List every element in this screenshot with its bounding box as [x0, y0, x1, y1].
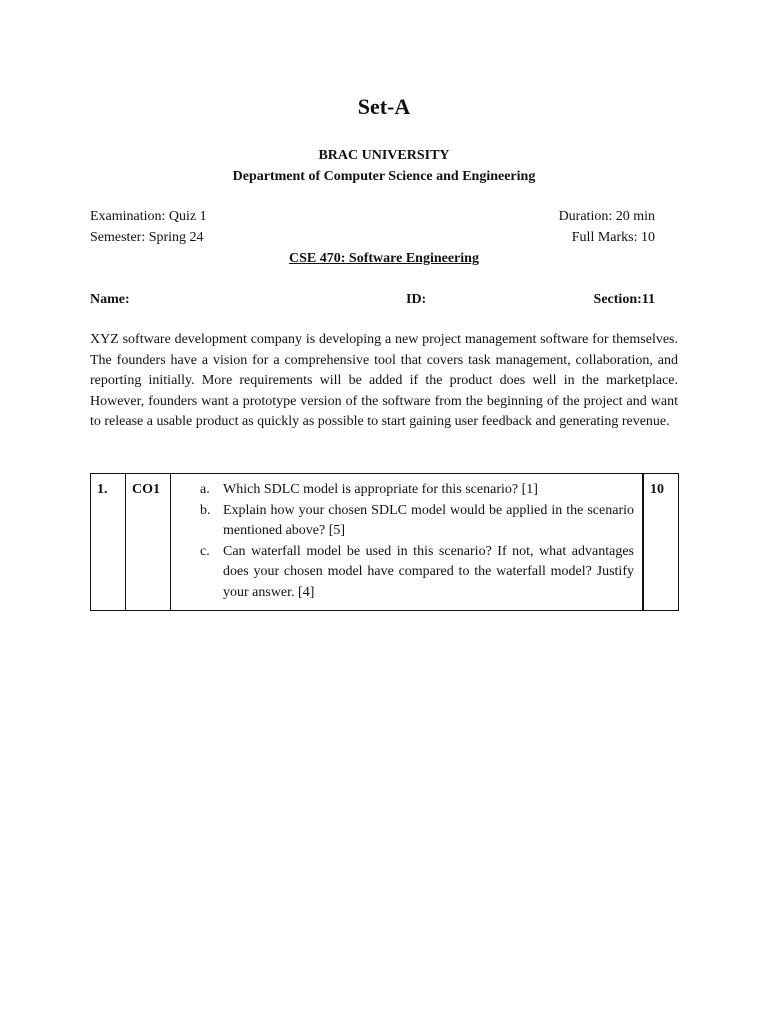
part-label: a. [200, 482, 210, 497]
question-number: 1. [91, 474, 126, 611]
student-fields [90, 290, 655, 310]
part-text: Can waterfall model be used in this scenario? If not, what advantages does your chosen model have compared to the waterfall model? Justify your answer. [4] [223, 543, 634, 600]
part-text: Explain how your chosen SDLC model would be applied in the scenario mentioned above? [5] [223, 502, 634, 539]
full-marks-label: Full Marks: 10 [571, 230, 655, 245]
course-outcome: CO1 [126, 474, 171, 611]
question-parts [181, 480, 634, 604]
department-name: Department of Computer Science and Engineering [232, 169, 536, 184]
id-field-label: ID: [406, 292, 427, 307]
question-table [90, 473, 679, 611]
duration-label: Duration: 20 min [558, 209, 655, 224]
examination-label: Examination: Quiz 1 [90, 209, 207, 224]
question-marks: 10 [643, 474, 679, 611]
name-field-label: Name: [90, 292, 130, 307]
list-item [181, 480, 634, 501]
semester-info-row [90, 228, 655, 248]
section-field-label: Section:11 [593, 292, 655, 307]
exam-info-row [90, 207, 655, 227]
set-title: Set-A [357, 94, 411, 119]
semester-label: Semester: Spring 24 [90, 230, 204, 245]
part-label: c. [200, 543, 210, 559]
question-body [171, 474, 644, 611]
table-row [91, 474, 679, 611]
list-item [181, 542, 634, 604]
university-name: BRAC UNIVERSITY [318, 148, 450, 163]
part-text: Which SDLC model is appropriate for this scenario? [1] [223, 482, 538, 497]
list-item [181, 501, 634, 542]
scenario-paragraph: XYZ software development company is developing a new project management software for themselves. The founders have a vision for a comprehensive tool that covers task management, collaboration, and reporting initially. More requirements will be added if the product does well in the marketplace. However, founders want a prototype version of the software from the beginning of the project and want to release a usable product as quickly as possible to start gaining user feedback and generating revenue. [90, 332, 678, 430]
course-title: CSE 470: Software Engineering [289, 251, 479, 266]
part-label: b. [200, 502, 211, 518]
